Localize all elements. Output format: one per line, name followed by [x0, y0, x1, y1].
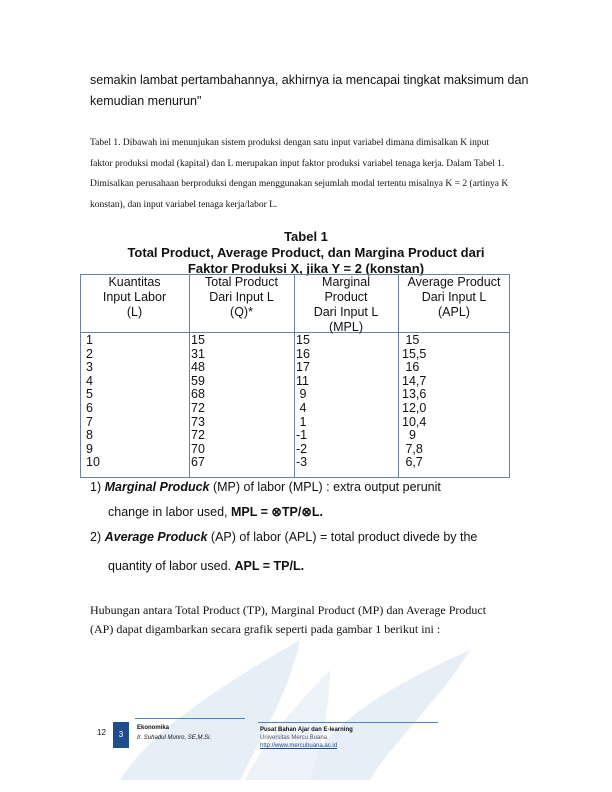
footer-divider — [135, 718, 245, 719]
table-cell: 1 — [86, 333, 93, 347]
footer-divider — [258, 722, 438, 723]
table-cell: 72 — [191, 428, 205, 443]
table-cell: 9 — [402, 428, 416, 443]
table-cell: 59 — [191, 373, 205, 388]
column-total-product — [191, 334, 205, 470]
definition-marginal-product-line2: change in labor used, MPL = ⊗TP/⊗L. — [108, 505, 323, 519]
column-labor — [86, 334, 100, 470]
header-marginal-product: Marginal Product Dari Input L (MPL) — [313, 275, 379, 334]
table-cell: 15 — [191, 333, 205, 347]
table-cell: 16 — [296, 346, 310, 361]
table-cell: 1 — [296, 414, 307, 429]
table-cell: 3 — [86, 360, 93, 375]
table-cell: 16 — [402, 360, 420, 375]
footer-center: Pusat Bahan Ajar dan E-learning — [260, 727, 353, 733]
footer-author: Ir. Suhadul Munro, SE,M.Si. — [137, 735, 212, 741]
footer-url-link[interactable]: http://www.mercubuana.ac.id — [260, 743, 338, 749]
header-average-product: Average Product Dari Input L (APL) — [407, 275, 501, 319]
table-cell: 2 — [86, 346, 93, 361]
table-subtitle-2: Faktor Produksi X, jika Y = 2 (konstan) — [187, 261, 425, 276]
table-cell: 12,0 — [402, 400, 427, 415]
definition-average-product: 2) Average Produck (AP) of labor (APL) = total product divede by the — [90, 530, 478, 544]
header-total-product: Total Product Dari Input L (Q)* — [205, 275, 278, 319]
footer-university: Universitas Mercu Buana — [260, 735, 328, 741]
table-cell: 9 — [296, 387, 307, 402]
column-marginal-product — [296, 334, 310, 470]
footer-course: Ekonomika — [137, 725, 170, 731]
table-cell: 7,8 — [402, 441, 423, 456]
table-cell: 4 — [296, 400, 307, 415]
table-cell: 31 — [191, 346, 205, 361]
table-cell: 70 — [191, 441, 205, 456]
table-cell: 10,4 — [402, 414, 427, 429]
table-cell: 17 — [296, 360, 310, 375]
table-cell: -2 — [296, 441, 308, 456]
table-cell: 6 — [86, 400, 93, 415]
column-average-product — [402, 334, 426, 470]
table-subtitle: Total Product, Average Product, dan Margina Product dari — [127, 245, 485, 260]
definition-marginal-product: 1) Marginal Produck (MP) of labor (MPL) : extra output perunit — [90, 480, 441, 494]
table-title: Tabel 1 — [284, 229, 328, 244]
table-cell: 4 — [86, 373, 93, 388]
table-cell: 8 — [86, 428, 93, 443]
table-cell: 7 — [86, 414, 93, 429]
table-cell: 9 — [86, 441, 93, 456]
table-cell: 14,7 — [402, 373, 427, 388]
table-cell: 72 — [191, 400, 205, 415]
page-number: 12 — [97, 728, 106, 737]
table-cell: 13,6 — [402, 387, 427, 402]
page-badge: 3 — [113, 722, 129, 748]
table-cell: 5 — [86, 387, 93, 402]
table-cell: 11 — [296, 373, 309, 388]
table-cell: 67 — [191, 455, 205, 470]
table-cell: 73 — [191, 414, 205, 429]
table-cell: 48 — [191, 360, 205, 375]
table-intro-paragraph: Tabel 1. Dibawah ini menunjukan sistem produksi dengan satu input variabel dimana dimisalkan K input faktor produksi modal (kapital) dan L merupakan input faktor produksi variabel tenaga kerja. Dalam Tabel 1. Dimisalkan perusahaan berproduksi dengan menggunakan sejumlah modal tertentu misalnya K = 2 (artinya K konstan), dan input variabel tenaga kerja/labor L. — [90, 138, 509, 210]
table-cell: 10 — [86, 455, 100, 470]
table-cell: 6,7 — [402, 455, 423, 470]
table-cell: -3 — [296, 455, 308, 470]
table-cell: 15 — [296, 333, 310, 347]
table-cell: 15,5 — [402, 346, 427, 361]
intro-paragraph: semakin lambat pertambahannya, akhirnya ia mencapai tingkat maksimum dan kemudian menurun" — [90, 73, 529, 108]
closing-paragraph: Hubungan antara Total Product (TP), Marginal Product (MP) dan Average Product (AP) dapat digambarkan secara grafik seperti pada gambar 1 berikut ini : — [90, 603, 487, 636]
table-cell: 68 — [191, 387, 205, 402]
definition-average-product-line2: quantity of labor used. APL = TP/L. — [108, 559, 305, 573]
header-kuantitas: Kuantitas Input Labor (L) — [102, 275, 167, 319]
table-cell: -1 — [296, 428, 308, 443]
table-cell: 15 — [402, 333, 420, 347]
